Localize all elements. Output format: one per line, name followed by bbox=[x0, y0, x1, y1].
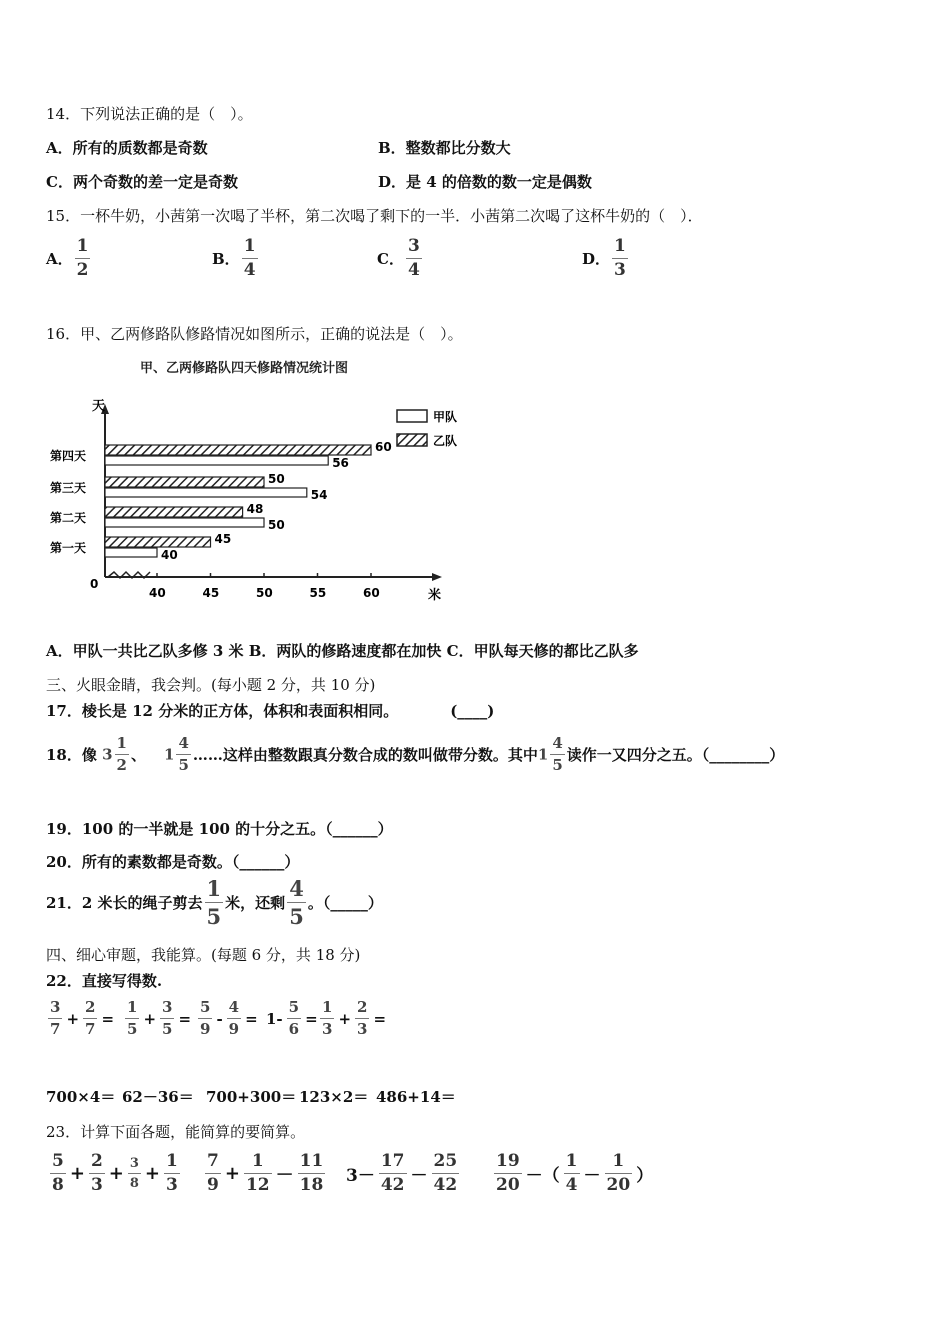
q22-fraction-expr-3: $\frac{5}{9}$ - $\frac{4}{9}$ = bbox=[200, 998, 258, 1038]
q23-expr-4: $\frac{19}{20}$ －（ $\frac{1}{4}$ － $\frac{1}{20}$ ） bbox=[496, 1151, 654, 1195]
q18-sep: 、 bbox=[130, 746, 146, 764]
q14-option-a: A．所有的质数都是奇数 bbox=[46, 139, 208, 157]
fraction: $\frac{1}{2}$ bbox=[76, 236, 89, 280]
x-tick-label: 50 bbox=[256, 586, 273, 600]
bar-value-yi: 50 bbox=[268, 472, 285, 486]
bar-yi bbox=[105, 507, 243, 517]
q22-row2-expr-3: 700+300＝ bbox=[206, 1088, 297, 1106]
option-label: B． bbox=[212, 250, 240, 268]
category-label: 第二天 bbox=[50, 511, 87, 525]
q22-row2-expr-2: 62－36＝ bbox=[122, 1088, 194, 1106]
fraction: $\frac{1}{3}$ bbox=[614, 236, 626, 280]
bar-value-yi: 48 bbox=[246, 502, 264, 516]
q21-post: 。（_____） bbox=[307, 894, 383, 912]
fraction: $\frac{4}{5}$ bbox=[289, 876, 304, 929]
origin-label: 0 bbox=[90, 577, 99, 591]
q23-expr-3: 3－ $\frac{17}{42}$ － $\frac{25}{42}$ bbox=[346, 1151, 458, 1195]
road-repair-bar-chart bbox=[40, 352, 470, 610]
q18-mid: ……这样由整数跟真分数合成的数叫做带分数。其中 bbox=[192, 746, 538, 764]
chart-title: 甲、乙两修路队四天修路情况统计图 bbox=[140, 361, 349, 376]
x-tick-label: 45 bbox=[202, 586, 220, 600]
mixed-number: 3 $\frac{1}{2}$ bbox=[102, 734, 127, 774]
q15-option-b bbox=[212, 238, 260, 279]
category-label: 第三天 bbox=[50, 481, 87, 495]
q17-text: 17．棱长是 12 分米的正方体，体积和表面积相同。 bbox=[46, 702, 399, 720]
q21-mid: 米，还剩 bbox=[225, 894, 286, 912]
q18-post: 读作一又四分之五。（________） bbox=[566, 746, 785, 764]
q15-option-d bbox=[582, 238, 630, 279]
legend-label-jia: 甲队 bbox=[433, 410, 458, 424]
x-tick-label: 55 bbox=[309, 586, 327, 600]
q17-blank: (____) bbox=[450, 702, 495, 720]
bar-value-jia: 50 bbox=[268, 518, 285, 532]
q22-fraction-expr-5: $\frac{1}{3}$ + $\frac{2}{3}$ = bbox=[322, 998, 387, 1038]
q22-fraction-expr-1: $\frac{3}{7}$ + $\frac{2}{7}$ = bbox=[50, 998, 115, 1038]
question-23-stem: 23．计算下面各题，能简算的要简算。 bbox=[46, 1123, 306, 1141]
question-14-stem: 14．下列说法正确的是（ ）。 bbox=[46, 105, 253, 123]
q23-expr-1: $\frac{5}{8}$ + $\frac{2}{3}$ + $\frac{3}{8}$ + $\frac{1}{3}$ bbox=[52, 1151, 178, 1195]
section-4-heading: 四、细心审题，我能算。(每题 6 分，共 18 分) bbox=[46, 946, 361, 964]
q14-option-d: D．是 4 的倍数的数一定是偶数 bbox=[378, 173, 592, 191]
bar-yi bbox=[105, 445, 371, 455]
bar-value-jia: 54 bbox=[310, 488, 328, 502]
mixed-number: 1 $\frac{4}{5}$ bbox=[537, 734, 563, 774]
x-tick-label: 60 bbox=[363, 586, 380, 600]
fraction: $\frac{3}{4}$ bbox=[407, 236, 420, 280]
q18-pre: 18．像 bbox=[46, 746, 97, 764]
x-axis-label: 米 bbox=[428, 588, 442, 603]
q23-expr-2: $\frac{7}{9}$ + $\frac{1}{12}$ － $\frac{11}{18}$ bbox=[207, 1151, 324, 1195]
legend-swatch-yi bbox=[397, 434, 427, 446]
question-17 bbox=[46, 700, 494, 721]
bar-jia bbox=[105, 518, 264, 527]
question-22-stem: 22．直接写得数. bbox=[46, 972, 163, 990]
question-15-stem: 15．一杯牛奶，小茜第一次喝了半杯，第二次喝了剩下的一半．小茜第二次喝了这杯牛奶的（ ）． bbox=[46, 207, 703, 225]
question-20: 20．所有的素数都是奇数。（______） bbox=[46, 853, 300, 871]
q22-fraction-expr-2: $\frac{1}{5}$ + $\frac{3}{5}$ = bbox=[127, 998, 192, 1038]
category-label: 第四天 bbox=[50, 449, 87, 463]
q15-option-a bbox=[46, 238, 92, 279]
bar-value-jia: 56 bbox=[332, 456, 349, 470]
x-tick-label: 40 bbox=[149, 586, 166, 600]
q14-option-c: C．两个奇数的差一定是奇数 bbox=[46, 173, 238, 191]
q22-row2-expr-5: 486+14＝ bbox=[376, 1088, 456, 1106]
x-axis-arrow bbox=[432, 573, 442, 581]
question-16-stem: 16．甲、乙两修路队修路情况如图所示，正确的说法是（ ）。 bbox=[46, 325, 463, 343]
bar-yi bbox=[105, 477, 264, 487]
bar-jia bbox=[105, 456, 328, 465]
bar-jia bbox=[105, 548, 157, 557]
option-label: D． bbox=[582, 250, 611, 268]
q22-fraction-expr-4: 1- $\frac{5}{6}$ = bbox=[266, 998, 318, 1038]
bar-value-jia: 40 bbox=[161, 548, 178, 562]
question-21 bbox=[46, 878, 383, 927]
question-19: 19．100 的一半就是 100 的十分之五。（______） bbox=[46, 820, 393, 838]
option-label: C． bbox=[377, 250, 404, 268]
mixed-number: 1 $\frac{4}{5}$ bbox=[164, 734, 189, 774]
bar-jia bbox=[105, 488, 307, 497]
legend-label-yi: 乙队 bbox=[433, 434, 458, 448]
legend-swatch-jia bbox=[397, 410, 427, 422]
q22-row2-expr-1: 700×4＝ bbox=[46, 1088, 116, 1106]
question-16-options: A．甲队一共比乙队多修 3 米 B．两队的修路速度都在加快 C．甲队每天修的都比乙队多 bbox=[46, 642, 639, 660]
section-3-heading: 三、火眼金睛，我会判。(每小题 2 分，共 10 分) bbox=[46, 676, 376, 694]
q14-option-b: B．整数都比分数大 bbox=[378, 139, 511, 157]
option-label: A． bbox=[46, 250, 73, 268]
q22-row2-expr-4: 123×2＝ bbox=[299, 1088, 369, 1106]
q15-option-c bbox=[377, 238, 424, 279]
bar-yi bbox=[105, 537, 211, 547]
y-axis-label: 天 bbox=[92, 399, 106, 414]
category-label: 第一天 bbox=[50, 541, 87, 555]
question-18 bbox=[46, 736, 784, 773]
bar-value-yi: 60 bbox=[375, 440, 392, 454]
fraction: $\frac{1}{4}$ bbox=[243, 236, 256, 280]
fraction: $\frac{1}{5}$ bbox=[206, 876, 222, 929]
q21-pre: 21．2 米长的绳子剪去 bbox=[46, 894, 203, 912]
bar-value-yi: 45 bbox=[214, 532, 232, 546]
